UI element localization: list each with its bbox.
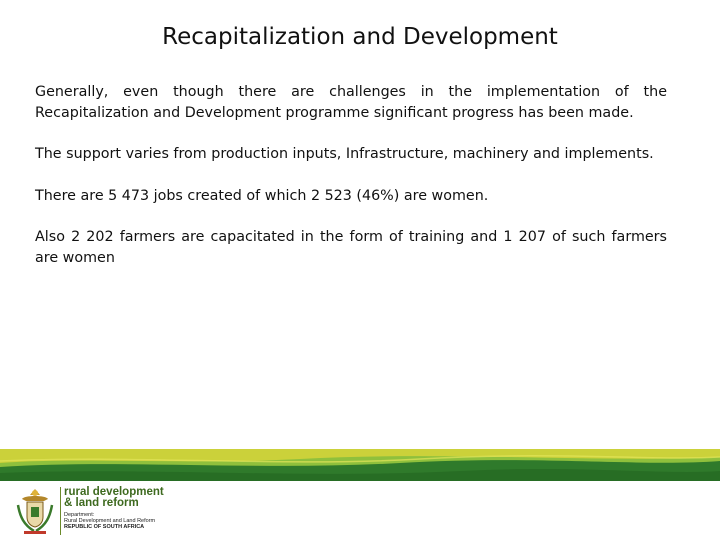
paragraph-jobs: There are 5 473 jobs created of which 2 523 (46%) are women.: [35, 187, 489, 204]
logo-country: REPUBLIC OF SOUTH AFRICA: [64, 524, 145, 530]
paragraph-support: The support varies from production inputs, Infrastructure, machinery and implements.: [35, 146, 654, 162]
logo-title: rural development & land reform: [64, 486, 164, 509]
logo-divider: [60, 487, 61, 535]
footer-logo: [0, 481, 720, 540]
slide-title: Recapitalization and Development: [162, 24, 558, 50]
footer-color-band: [0, 449, 720, 481]
paragraph-progress: Generally, even though there are challenges in the implementation of the Recapitalization and Development programme significant progress has been made.: [35, 84, 667, 121]
slide-body: [35, 82, 667, 289]
footer-band-graphic: [0, 449, 720, 481]
coat-of-arms-icon: [14, 487, 56, 535]
logo-department: Department: Rural Development and Land Reform: [64, 512, 156, 525]
paragraph-training: Also 2 202 farmers are capacitated in the form of training and 1 207 of such farmers are women: [35, 229, 667, 266]
